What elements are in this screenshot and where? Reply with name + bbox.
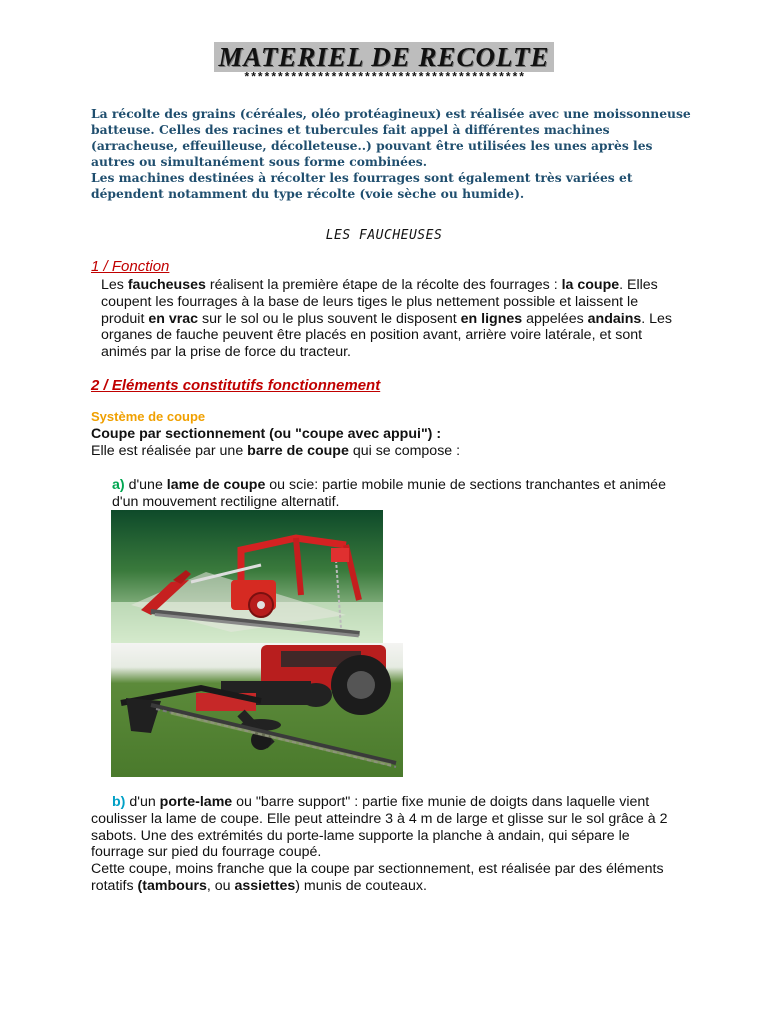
heading-fonction: 1 / Fonction bbox=[91, 258, 170, 275]
bold-term: andains bbox=[587, 310, 642, 327]
intro-text bbox=[91, 106, 691, 202]
subheading-coupe: Coupe par sectionnement (ou "coupe avec appui") : bbox=[91, 426, 442, 442]
bold-term: la coupe bbox=[561, 277, 620, 293]
bold-term: (tambours bbox=[137, 877, 207, 894]
list-item-b bbox=[91, 794, 677, 895]
bold-term: assiettes bbox=[234, 877, 296, 894]
text: d'une bbox=[124, 477, 167, 493]
text: , ou bbox=[206, 877, 235, 894]
intro-paragraph-2: Les machines destinées à récolter les fourrages sont également très variées et dépendent notamment du type récolte (voie sèche ou humide). bbox=[91, 170, 633, 201]
page-title: MATERIEL DE RECOLTE bbox=[214, 42, 553, 72]
title-separator: ****************************************** bbox=[243, 71, 525, 85]
bold-term: barre de coupe bbox=[247, 443, 349, 459]
title-wrap bbox=[0, 42, 768, 72]
fonction-paragraph bbox=[101, 277, 681, 361]
text: d'un bbox=[125, 794, 160, 810]
heading-elements: 2 / Eléments constitutifs fonctionnement bbox=[91, 377, 381, 394]
text: Cette coupe, moins franche que la coupe par sectionnement, est réalisée par des éléments rotatifs bbox=[91, 861, 664, 894]
section-title: LES FAUCHEUSES bbox=[325, 228, 443, 243]
list-marker-b: b) bbox=[112, 794, 126, 810]
text: appelées bbox=[522, 310, 588, 327]
coupe-description bbox=[91, 443, 460, 459]
bold-term: porte-lame bbox=[159, 794, 233, 810]
text: sur le sol ou le plus souvent le disposent bbox=[198, 310, 461, 327]
text: ou "barre support" : partie fixe munie de doigts dans laquelle vient coulisser la lame de coupe. Elle peut atteindre 3 à 4 m de large et glisse sur le sol grâce à 2 sabots. Une des extrémités du porte-lame supporte la planche à andain, qui sépare le fourrage sur pied du fourrage coupé. bbox=[91, 794, 668, 861]
bold-term: en lignes bbox=[460, 310, 523, 327]
text: ) munis de couteaux. bbox=[295, 877, 427, 894]
list-item-a bbox=[112, 477, 682, 511]
bold-term: lame de coupe bbox=[166, 477, 266, 493]
text: . Elles coupent les fourrages à la base de leurs tiges le plus nettement possible et laissent le produit bbox=[101, 277, 658, 327]
text: ou scie: partie mobile munie de sections tranchantes et animée d'un mouvement rectiligne alternatif. bbox=[112, 477, 666, 510]
photo-tractor-mower bbox=[111, 643, 403, 777]
text: qui se compose : bbox=[348, 443, 461, 459]
text: . Les organes de fauche peuvent être placés en position avant, arrière voire latérale, et sont animés par la prise de force du tracteur. bbox=[101, 310, 673, 361]
text: Les bbox=[101, 277, 128, 293]
intro-paragraph-1: La récolte des grains (céréales, oléo protéagineux) est réalisée avec une moissonneuse batteuse. Celles des racines et tubercules fait appel à différentes machines (arracheuse, effeuilleuse, décolleteuse..) pouvant être utilisées les unes après les autres ou simultanément sous forme combinées. bbox=[91, 106, 691, 169]
photo-mower-red bbox=[111, 510, 383, 645]
bold-term: faucheuses bbox=[127, 277, 206, 293]
list-marker-a: a) bbox=[112, 477, 125, 493]
text: réalisent la première étape de la récolte des fourrages : bbox=[205, 277, 562, 293]
text: Elle est réalisée par une bbox=[91, 443, 248, 459]
subheading-systeme: Système de coupe bbox=[91, 409, 206, 424]
bold-term: en vrac bbox=[148, 310, 199, 327]
